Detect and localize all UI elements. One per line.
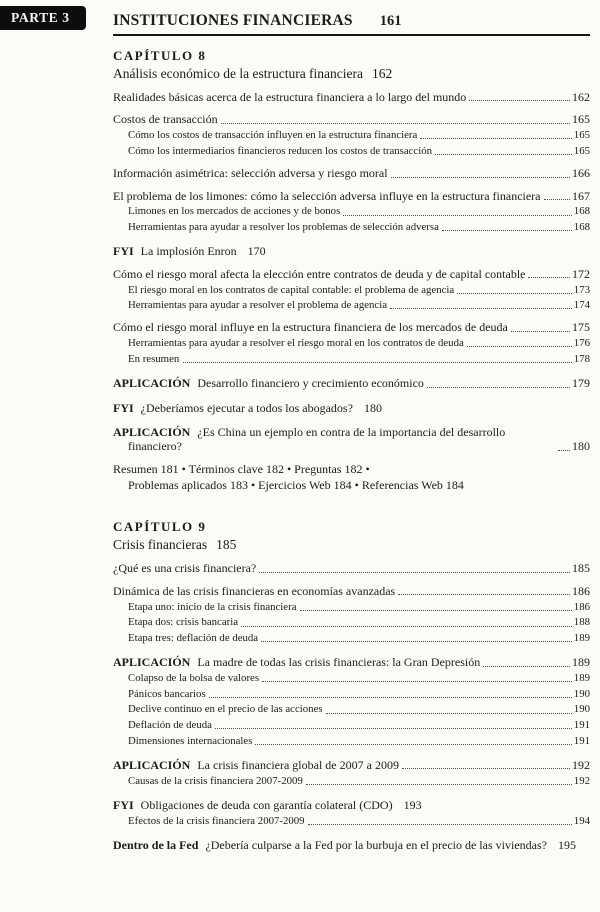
entry-page: 165 (573, 129, 590, 142)
entry-page: 167 (572, 188, 590, 203)
entry-text: Causas de la crisis financiera 2007-2009 (128, 774, 303, 787)
entry-page: 186 (573, 600, 590, 613)
entry-text: Limones en los mercados de acciones y de bonos (128, 205, 341, 218)
entry-page: 175 (572, 320, 590, 335)
entry-page: 195 (557, 838, 576, 853)
toc-entry (113, 267, 590, 281)
dot-leader (427, 387, 570, 388)
chapter-section (113, 48, 590, 492)
dot-leader (259, 572, 570, 573)
dot-leader (300, 610, 572, 611)
dot-leader (558, 450, 570, 451)
toc-entry (113, 838, 590, 852)
toc-chapters (113, 48, 590, 853)
entry-text: FYI La implosión Enron 170 (113, 244, 266, 259)
entry-prefix: FYI (113, 798, 134, 813)
entry-prefix: APLICACIÓN (113, 655, 191, 670)
entry-prefix: APLICACIÓN (113, 758, 191, 772)
toc-entry (113, 112, 590, 126)
toc-entry (113, 244, 590, 258)
entry-text: Colapso de la bolsa de valores (128, 672, 260, 685)
toc-entry (113, 798, 590, 812)
dot-leader (326, 713, 572, 714)
entry-page: 178 (573, 352, 590, 365)
toc-entry (128, 616, 590, 629)
entry-page: 162 (572, 90, 590, 104)
dot-leader (528, 277, 570, 278)
entry-text: Cómo el riesgo moral influye en la estructura financiera de los mercados de deuda (113, 320, 508, 335)
toc-entry (128, 735, 590, 748)
entry-text: Cómo los intermediarios financieros reducen los costos de transacción (128, 144, 433, 157)
entry-page: 188 (573, 616, 590, 629)
entry-text: Dentro de la Fed ¿Debería culparse a la Fed por la burbuja en el precio de las viviendas? 195 (113, 838, 576, 853)
dot-leader (457, 293, 572, 294)
summary-line: Resumen 181 • Términos clave 182 • Preguntas 182 • (113, 461, 370, 476)
entry-page: 165 (572, 112, 590, 127)
entry-page: 193 (403, 798, 422, 813)
toc-entry (128, 703, 590, 716)
chapter-title-page: 162 (372, 66, 393, 81)
entry-text: Etapa tres: deflación de deuda (128, 632, 259, 645)
entry-text: Etapa uno: inicio de la crisis financiera (128, 600, 297, 613)
entry-text: Realidades básicas acerca de la estructura financiera a lo largo del mundo (113, 90, 467, 104)
entry-page: 189 (572, 655, 590, 670)
dot-leader (241, 626, 572, 627)
toc-entry (128, 299, 590, 312)
entry-page: 194 (573, 814, 590, 827)
entry-prefix: FYI (113, 400, 134, 415)
toc-entry (113, 584, 590, 598)
entry-page: 176 (573, 337, 590, 350)
entry-text: FYI ¿Deberíamos ejecutar a todos los abogados? 180 (113, 400, 382, 415)
toc-entry (128, 284, 590, 297)
entry-prefix: FYI (113, 244, 134, 259)
entry-text: Deflación de deuda (128, 719, 212, 732)
entry-text: ¿Qué es una crisis financiera? (113, 561, 257, 576)
dot-leader (483, 666, 570, 667)
entry-text: Herramientas para ayudar a resolver el problema de agencia (128, 299, 387, 312)
dot-leader (402, 768, 570, 769)
entry-text: Dimensiones internacionales (128, 734, 253, 747)
entry-page: 172 (572, 266, 590, 281)
dot-leader (544, 199, 571, 200)
entry-page: 189 (573, 632, 590, 645)
dot-leader (255, 744, 571, 745)
toc-entry (113, 376, 590, 390)
chapter-heading: CAPÍTULO 9 (113, 519, 207, 535)
page-header (113, 12, 590, 36)
toc-entry (113, 320, 590, 334)
chapter-section (113, 519, 590, 852)
dot-leader (262, 681, 572, 682)
entry-prefix: APLICACIÓN (113, 424, 191, 439)
toc-entry (113, 425, 590, 454)
section-page-number: 161 (379, 13, 402, 29)
toc-entry (113, 655, 590, 669)
entry-page: 192 (573, 774, 590, 787)
entry-page: 168 (573, 205, 590, 218)
entry-page: 192 (572, 758, 590, 772)
entry-page: 174 (573, 299, 590, 312)
dot-leader (261, 641, 572, 642)
entry-text: APLICACIÓN ¿Es China un ejemplo en contra de la importancia del desarrollo financiero? (113, 424, 506, 454)
toc-entry (113, 401, 590, 415)
entry-text: FYI Obligaciones de deuda con garantía colateral (CDO) 193 (113, 798, 422, 813)
toc-entry (128, 601, 590, 614)
summary-line: Problemas aplicados 183 • Ejercicios Web 184 • Referencias Web 184 (128, 478, 464, 493)
dot-leader (183, 362, 572, 363)
entry-text: En resumen (128, 352, 180, 365)
entry-text: Declive continuo en el precio de las acciones (128, 703, 323, 716)
toc-entry (128, 815, 590, 828)
dot-leader (398, 594, 570, 595)
entry-text: Información asimétrica: selección adversa y riesgo moral (113, 166, 388, 181)
entry-page: 186 (572, 583, 590, 598)
entry-text: El riesgo moral en los contratos de capital contable: el problema de agencia (128, 283, 455, 296)
entry-text: Dinámica de las crisis financieras en economías avanzadas (113, 583, 396, 598)
entry-prefix: Dentro de la Fed (113, 838, 199, 853)
toc-entry (128, 688, 590, 701)
toc-entry (113, 758, 590, 772)
dot-leader (420, 138, 571, 139)
toc-entry (128, 129, 590, 142)
section-title: INSTITUCIONES FINANCIERAS (113, 12, 353, 29)
entry-page: 190 (573, 703, 590, 716)
entry-page: 168 (573, 221, 590, 234)
chapter-title (113, 537, 590, 553)
entry-page: 189 (573, 672, 590, 685)
dot-leader (469, 100, 570, 101)
entry-text: Cómo el riesgo moral afecta la elección entre contratos de deuda y de capital contable (113, 266, 526, 281)
dot-leader (435, 154, 572, 155)
chapter-title-text: Análisis económico de la estructura financiera (113, 66, 364, 81)
entry-text: Efectos de la crisis financiera 2007-2009 (128, 814, 305, 827)
entry-page: 179 (572, 376, 590, 391)
part-badge: PARTE 3 (0, 6, 86, 30)
chapter-title-page: 185 (216, 537, 237, 553)
entry-text: Herramientas para ayudar a resolver el riesgo moral en los contratos de deuda (128, 337, 464, 350)
entry-text: El problema de los limones: cómo la selección adversa influye en la estructura financiera (113, 188, 541, 203)
entry-text: Herramientas para ayudar a resolver los problemas de selección adversa (128, 221, 439, 234)
toc-entry (113, 561, 590, 575)
toc-entry (128, 221, 590, 234)
entry-page: 180 (572, 439, 590, 454)
entry-text: Etapa dos: crisis bancaria (128, 616, 239, 629)
toc-entry (128, 632, 590, 645)
entry-prefix: APLICACIÓN (113, 376, 191, 391)
entry-page: 185 (572, 561, 590, 576)
entry-text: Cómo los costos de transacción influyen en la estructura financiera (128, 129, 418, 142)
dot-leader (209, 697, 572, 698)
chapter-title (113, 66, 590, 82)
entry-text: Pánicos bancarios (128, 687, 206, 700)
toc-entry (128, 337, 590, 350)
dot-leader (467, 346, 572, 347)
toc-entry (128, 145, 590, 158)
toc-entry (113, 166, 590, 180)
toc-entry (128, 672, 590, 685)
entry-page: 173 (573, 283, 590, 296)
toc-entry (113, 189, 590, 203)
entry-text: APLICACIÓN La crisis financiera global de 2007 a 2009 (113, 758, 399, 772)
toc-entry (113, 90, 590, 104)
toc-entry (113, 462, 590, 493)
toc-entry (128, 775, 590, 788)
dot-leader (391, 177, 570, 178)
dot-leader (308, 824, 572, 825)
toc-content (113, 0, 590, 853)
entry-page: 180 (363, 400, 382, 415)
dot-leader (390, 308, 572, 309)
toc-entry (128, 719, 590, 732)
dot-leader (343, 215, 572, 216)
toc-entry (128, 205, 590, 218)
dot-leader (221, 123, 570, 124)
entry-text: APLICACIÓN La madre de todas las crisis financieras: la Gran Depresión (113, 655, 481, 670)
entry-page: 165 (573, 144, 590, 157)
entry-page: 190 (573, 687, 590, 700)
dot-leader (306, 784, 572, 785)
toc-entry (128, 353, 590, 366)
chapter-heading: CAPÍTULO 8 (113, 48, 207, 63)
entry-page: 170 (247, 244, 266, 259)
entry-text: APLICACIÓN Desarrollo financiero y crecimiento económico (113, 376, 424, 391)
chapter-title-text: Crisis financieras (113, 537, 208, 553)
entry-page: 166 (572, 166, 590, 181)
dot-leader (215, 728, 572, 729)
entry-text: Costos de transacción (113, 112, 218, 127)
dot-leader (511, 331, 570, 332)
entry-page: 191 (573, 719, 590, 732)
entry-page: 191 (573, 734, 590, 747)
dot-leader (442, 230, 572, 231)
